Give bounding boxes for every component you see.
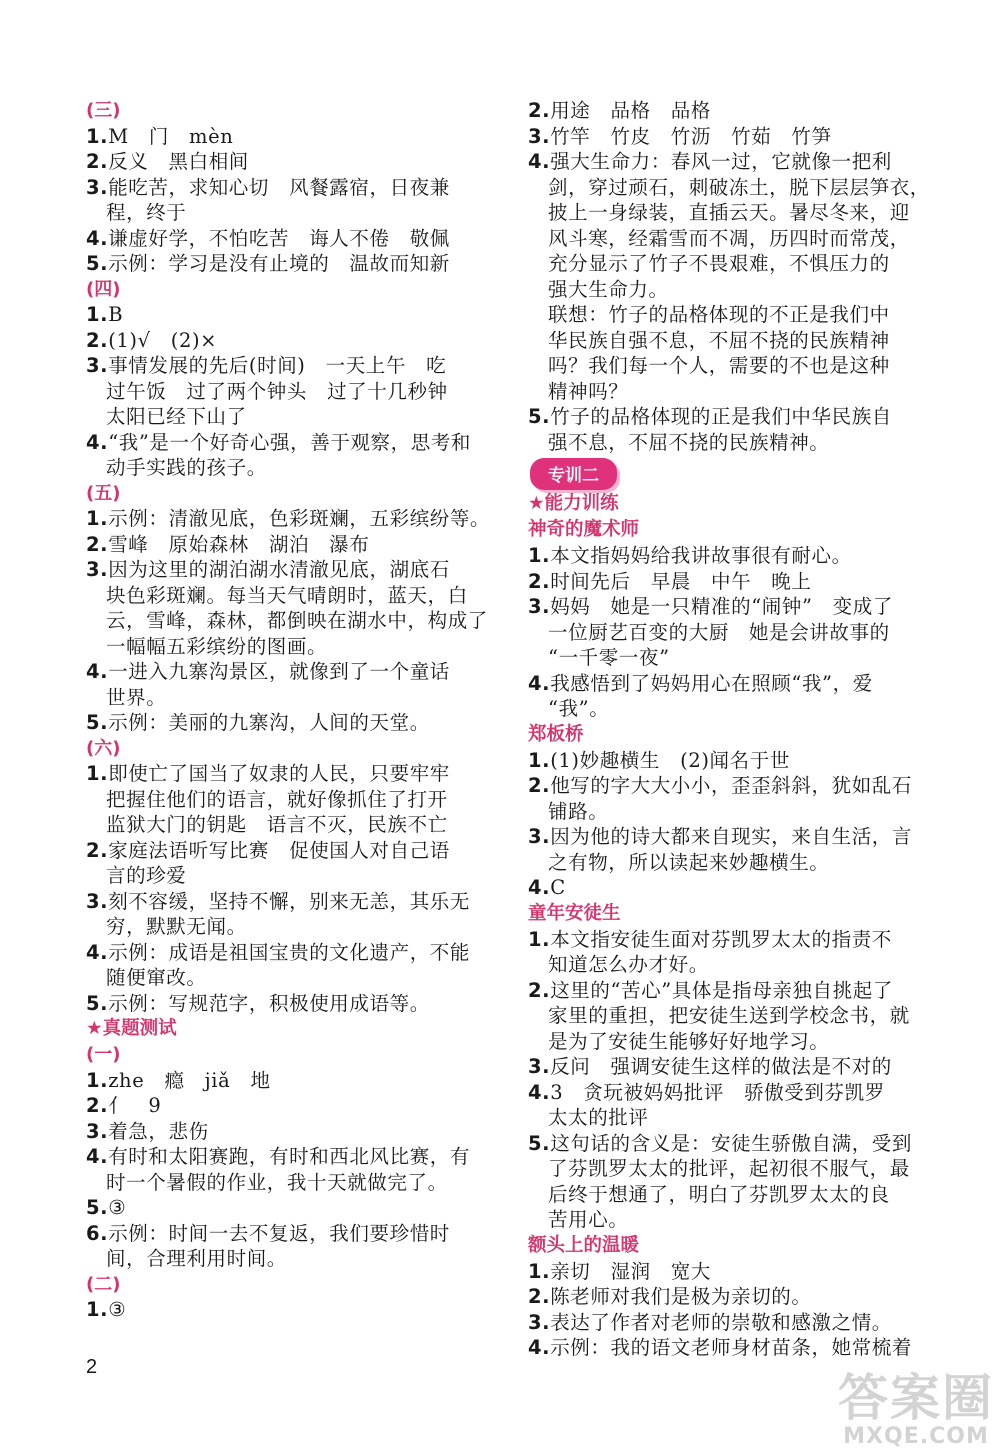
item-number: 1.	[86, 1298, 109, 1321]
answer-text: 表达了作者对老师的崇敬和感激之情。	[550, 1310, 892, 1334]
answer-continuation: 铺路。	[548, 799, 609, 823]
answer-line	[86, 302, 536, 328]
item-number: 1.	[86, 303, 109, 326]
answer-line	[528, 978, 978, 1004]
answer-text: 即使亡了国当了奴隶的人民，只要牢牢	[108, 762, 450, 785]
item-number: 2.	[528, 569, 551, 593]
answer-continuation: 过午饭 过了两个钟头 过了十几秒钟	[106, 379, 448, 403]
item-number: 1.	[86, 507, 109, 530]
answer-text: 因为他的诗大都来自现实，来自生活，言	[550, 825, 912, 848]
answer-text: 反义 黑白相间	[108, 150, 249, 173]
item-number: 5.	[528, 1131, 551, 1155]
answer-continuation: 强大生命力。	[548, 277, 669, 301]
answer-text: 家庭法语听写比赛 促使国人对自己语	[108, 838, 450, 862]
item-number: 1.	[528, 1259, 551, 1283]
answer-continuation: 动手实践的孩子。	[106, 456, 267, 479]
answer-continuation: “我”。	[548, 697, 610, 720]
item-number: 1.	[528, 544, 551, 567]
answer-line	[86, 1195, 536, 1221]
answer-line	[528, 404, 978, 430]
item-number: 5.	[86, 991, 109, 1015]
category-heading: 神奇的魔术师	[528, 519, 640, 540]
answer-text: 用途 品格 品格	[550, 99, 711, 122]
answer-text: M 门 mèn	[108, 124, 234, 148]
category-heading: 郑板桥	[528, 723, 584, 745]
answer-text: ③	[108, 1196, 127, 1219]
category-heading: 童年安徒生	[528, 902, 621, 924]
answer-text: 本文指妈妈给我讲故事很有耐心。	[550, 544, 852, 567]
item-number: 5.	[528, 405, 551, 428]
item-number: 3.	[528, 595, 551, 618]
answer-continuation: 华民族自强不息，不屈不挠的民族精神	[548, 328, 890, 352]
item-number: 2.	[528, 774, 551, 797]
answer-line	[528, 1310, 978, 1336]
item-number: 3.	[86, 354, 109, 377]
answer-continuation: 随便窜改。	[106, 966, 207, 989]
answer-text: 他写的字大大小小，歪歪斜斜，犹如乱石	[550, 774, 912, 797]
section-heading: (三)	[86, 100, 121, 121]
answer-text: 因为这里的湖泊湖水清澈见底，湖底石	[108, 558, 450, 581]
answer-line	[528, 149, 978, 175]
answer-line	[528, 1335, 978, 1361]
watermark-logo: 答案圈	[838, 1369, 994, 1427]
category-heading: 额头上的温暖	[528, 1234, 640, 1256]
answer-line	[528, 1131, 978, 1157]
answer-continuation: 世界。	[106, 685, 167, 709]
answer-line	[86, 353, 536, 379]
answer-text: 事情发展的先后(时间) 一天上午 吃	[108, 354, 447, 377]
item-number: 4.	[528, 671, 551, 695]
answer-continuation: 言的珍爱	[106, 864, 187, 887]
answer-continuation: 云，雪峰，森林，都倒映在湖水中，构成了	[106, 609, 488, 632]
answer-continuation: 把握住他们的语言，就好像抓住了打开	[106, 787, 448, 811]
answer-text: 我感悟到了妈妈用心在照顾“我”，爱	[550, 671, 873, 695]
section-badge: 专训二	[530, 458, 617, 490]
item-number: 5.	[86, 711, 109, 734]
answer-text: 竹竿 竹皮 竹沥 竹茹 竹笋	[550, 124, 832, 148]
answer-text: C	[550, 876, 566, 899]
answer-continuation: 太太的批评	[548, 1106, 649, 1129]
answer-text: 竹子的品格体现的正是我们中华民族自	[550, 405, 892, 428]
answer-text: 示例：成语是祖国宝贵的文化遗产，不能	[108, 940, 470, 964]
item-number: 3.	[528, 124, 551, 148]
answer-text: 雪峰 原始森林 湖泊 瀑布	[108, 532, 370, 556]
item-number: 1.	[86, 762, 109, 785]
item-number: 4.	[528, 1336, 551, 1359]
answer-continuation: 一位厨艺百变的大厨 她是会讲故事的	[548, 620, 890, 644]
answer-continuation: 强不息，不屈不挠的民族精神。	[548, 430, 830, 454]
answer-continuation: 吗？我们每一个人，需要的不也是这种	[548, 354, 890, 377]
answer-line	[86, 838, 536, 864]
answer-line	[86, 532, 536, 558]
answer-text: 示例：清澈见底，色彩斑斓，五彩缤纷等。	[108, 507, 491, 530]
answer-text: 亻 9	[108, 1094, 162, 1117]
item-number: 4.	[86, 940, 109, 964]
item-number: 2.	[528, 1285, 551, 1308]
item-number: 4.	[528, 150, 551, 173]
answer-continuation: 块色彩斑斓。每当天气晴朗时，蓝天，白	[106, 583, 468, 607]
answer-line	[86, 251, 536, 277]
section-heading: (四)	[86, 278, 121, 300]
watermark-url: MXQE.COM	[843, 1424, 989, 1449]
answer-line	[528, 543, 978, 569]
answer-continuation: 披上一身绿装，直插云天。暑尽冬来，迎	[548, 201, 910, 224]
answer-text: 亲切 湿润 宽大	[550, 1259, 711, 1283]
answer-continuation: 家里的重担，把安徒生送到学校念书，就	[548, 1004, 910, 1027]
answer-continuation: 剑，穿过顽石，刺破冻土，脱下层层笋衣，	[548, 175, 930, 199]
item-number: 3.	[86, 889, 109, 913]
answer-continuation: 监狱大门的钥匙 语言不灭，民族不亡	[106, 813, 448, 836]
answer-continuation: 联想：竹子的品格体现的不正是我们中	[548, 303, 890, 326]
item-number: 3.	[528, 1310, 551, 1334]
answer-text: 这句话的含义是：安徒生骄傲自满，受到	[550, 1131, 912, 1155]
item-number: 1.	[528, 748, 551, 772]
section-heading: (一)	[86, 1044, 121, 1065]
answer-line	[86, 1221, 536, 1247]
answer-text: 能吃苦，求知心切 风餐露宿，日夜兼	[108, 175, 450, 199]
answer-line	[528, 1080, 978, 1106]
answer-continuation: 是为了安徒生能够好好地学习。	[548, 1029, 830, 1053]
item-number: 2.	[86, 150, 109, 173]
right-column	[528, 98, 978, 1361]
answer-text: 妈妈 她是一只精准的“闹钟” 变成了	[550, 595, 893, 618]
answer-line	[528, 569, 978, 595]
section-heading: (二)	[86, 1273, 121, 1295]
answer-text: 有时和太阳赛跑，有时和西北风比赛，有	[108, 1145, 470, 1168]
answer-line	[528, 124, 978, 150]
answer-line	[86, 557, 536, 583]
item-number: 5.	[86, 252, 109, 275]
answer-text: 本文指安徒生面对芬凯罗太太的指责不	[550, 927, 892, 951]
answer-line	[528, 1284, 978, 1310]
answer-continuation: 了芬凯罗太太的批评，起初很不服气，最	[548, 1157, 910, 1180]
answer-text: ③	[108, 1298, 127, 1321]
page-number: 2	[86, 1356, 98, 1378]
answer-continuation: “一千零一夜”	[548, 646, 670, 669]
answer-line	[86, 430, 536, 456]
answer-continuation: 穷，默默无闻。	[106, 915, 247, 938]
answer-text: 强大生命力：春风一过，它就像一把利	[550, 150, 892, 173]
answer-line	[86, 889, 536, 915]
answer-line	[86, 991, 536, 1017]
answer-line	[528, 671, 978, 697]
left-column	[86, 98, 536, 1323]
category-heading: ★真题测试	[86, 1018, 177, 1039]
answer-line	[86, 149, 536, 175]
item-number: 4.	[86, 430, 109, 454]
item-number: 6.	[86, 1221, 109, 1245]
category-heading: ★能力训练	[528, 493, 619, 514]
answer-continuation: 程，终于	[106, 201, 187, 224]
item-number: 1.	[86, 1068, 109, 1092]
answer-line	[86, 506, 536, 532]
answer-line	[86, 1093, 536, 1119]
section-heading: (六)	[86, 737, 121, 759]
answer-line	[528, 748, 978, 774]
answer-line	[86, 710, 536, 736]
answer-text: 刻不容缓，坚持不懈，别来无恙，其乐无	[108, 889, 470, 913]
item-number: 2.	[86, 838, 109, 862]
answer-text: 3 贪玩被妈妈批评 骄傲受到芬凯罗	[550, 1080, 885, 1104]
answer-line	[528, 773, 978, 799]
item-number: 2.	[86, 532, 109, 556]
answer-line	[528, 594, 978, 620]
answer-continuation: 苦用心。	[548, 1208, 629, 1231]
answer-line	[86, 1119, 536, 1145]
answer-text: B	[108, 303, 124, 326]
item-number: 4.	[528, 1080, 551, 1104]
answer-text: 示例：美丽的九寨沟，人间的天堂。	[108, 711, 430, 734]
answer-line	[528, 1259, 978, 1285]
answer-text: 示例：我的语文老师身材苗条，她常梳着	[550, 1336, 912, 1359]
watermark	[838, 1369, 994, 1449]
answer-continuation: 充分显示了竹子不畏艰难，不惧压力的	[548, 252, 890, 275]
answer-text: 时间先后 早晨 中午 晚上	[550, 569, 812, 593]
item-number: 2.	[86, 328, 109, 352]
answer-line	[528, 98, 978, 124]
answer-line	[86, 226, 536, 252]
answer-line	[86, 328, 536, 354]
item-number: 1.	[528, 927, 551, 951]
answer-continuation: 后终于想通了，明白了芬凯罗太太的良	[548, 1182, 890, 1206]
answer-line	[528, 927, 978, 953]
answer-continuation: 之有物，所以读起来妙趣横生。	[548, 850, 830, 874]
item-number: 4.	[86, 660, 109, 683]
answer-text: 反问 强调安徒生这样的做法是不对的	[550, 1055, 892, 1078]
section-badge-row	[530, 457, 978, 491]
answer-text: zhe 瘾 jiǎ 地	[108, 1068, 271, 1092]
answer-line	[86, 1297, 536, 1323]
item-number: 5.	[86, 1196, 109, 1219]
item-number: 3.	[86, 1119, 109, 1143]
answer-text: 示例：写规范字，积极使用成语等。	[108, 991, 430, 1015]
answer-line	[528, 824, 978, 850]
answer-continuation: 知道怎么办才好。	[548, 953, 709, 976]
answer-text: (1)√ (2)×	[108, 328, 218, 352]
answer-line	[528, 1054, 978, 1080]
answer-line	[86, 659, 536, 685]
section-heading: (五)	[86, 482, 121, 504]
answer-line	[86, 1068, 536, 1094]
answer-line	[528, 875, 978, 901]
answer-line	[86, 124, 536, 150]
answer-continuation: 精神吗？	[548, 379, 629, 403]
item-number: 2.	[86, 1094, 109, 1117]
item-number: 3.	[86, 558, 109, 581]
answer-text: 谦虚好学，不怕吃苦 诲人不倦 敬佩	[108, 226, 450, 250]
item-number: 2.	[528, 99, 551, 122]
answer-line	[86, 940, 536, 966]
answer-continuation: 时一个暑假的作业，我十天就做完了。	[106, 1170, 448, 1194]
answer-text: 一进入九寨沟景区，就像到了一个童话	[108, 660, 450, 683]
answer-continuation: 间，合理利用时间。	[106, 1247, 287, 1270]
answer-continuation: 太阳已经下山了	[106, 405, 247, 428]
answer-text: 示例：时间一去不复返，我们要珍惜时	[108, 1221, 450, 1245]
item-number: 3.	[86, 175, 109, 199]
item-number: 4.	[86, 226, 109, 250]
item-number: 1.	[86, 124, 109, 148]
item-number: 3.	[528, 825, 551, 848]
answer-continuation: 风斗寒，经霜雪而不凋，历四时而常茂，	[548, 226, 910, 250]
answer-text: 这里的“苦心”具体是指母亲独自挑起了	[550, 978, 893, 1002]
item-number: 4.	[86, 1145, 109, 1168]
item-number: 3.	[528, 1055, 551, 1078]
item-number: 4.	[528, 876, 551, 899]
answer-text: 示例：学习是没有止境的 温故而知新	[108, 252, 450, 275]
item-number: 2.	[528, 978, 551, 1002]
answer-text: (1)妙趣横生 (2)闻名于世	[550, 748, 790, 772]
answer-text: “我”是一个好奇心强，善于观察，思考和	[108, 430, 472, 454]
answer-text: 陈老师对我们是极为亲切的。	[550, 1285, 812, 1308]
answer-line	[86, 175, 536, 201]
answer-continuation: 一幅幅五彩缤纷的图画。	[106, 634, 328, 658]
answer-text: 着急，悲伤	[108, 1119, 209, 1143]
answer-line	[86, 761, 536, 787]
answer-line	[86, 1144, 536, 1170]
